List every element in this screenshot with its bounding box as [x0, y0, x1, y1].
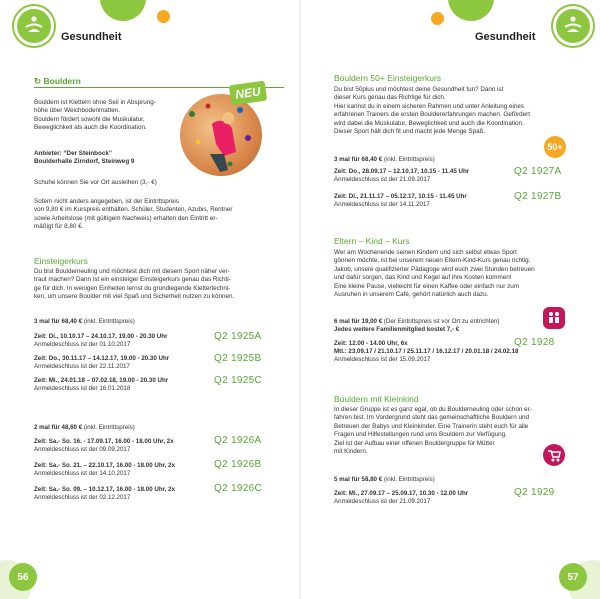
page-header-title: Gesundheit [475, 31, 536, 43]
ekk-line: Jakob, unsere qualifizierter Pädagoge wird euch zwei Stunden betreuen [334, 265, 535, 273]
provider-info [34, 150, 134, 167]
course-deadline: Anmeldeschluss ist der 21.09.2017 [334, 498, 431, 506]
price-line [34, 318, 135, 326]
b50-line: Dieser Sport hält dich fit und macht jede Menge Spaß. [334, 128, 486, 136]
ekk-extra: Jedes weitere Familienmitglied kostet 7,- € [334, 326, 460, 333]
course-time: Zeit: Mi., 24.01.18 – 07.02.18, 19.00 - 20.30 Uhr [34, 377, 169, 384]
stroller-icon [543, 444, 565, 466]
climbing-photo [180, 94, 262, 176]
health-logo-icon [14, 6, 54, 46]
price-line [34, 424, 135, 432]
course-block [334, 168, 469, 184]
price-line [334, 476, 435, 484]
price-amount: 6 mal für 19,00 € [334, 318, 383, 325]
bmk-line: In dieser Gruppe ist es ganz egal, ob du Boulderneuling oder schon er- [334, 406, 532, 413]
price-line [334, 156, 435, 164]
ekk-line: Wer am Wochenende seinen Kindern und sich selbst etwas Sport [334, 249, 517, 256]
price-suffix: (inkl. Eintrittspreis) [382, 476, 435, 483]
course-block [34, 486, 175, 502]
bouldern-title [34, 76, 81, 87]
provider-line: Boulderhalle Zirndorf, Steinweg 9 [34, 158, 135, 166]
course-code: Q2 1927A [514, 166, 562, 177]
b50-line: dieser Kurs genau das Richtige für dich. [334, 94, 446, 102]
intro-line: Bouldern ist Klettern ohne Seil in Absprung- [34, 99, 156, 106]
health-logo-icon [553, 6, 593, 46]
entry-line: mäßigt für 8,80 €. [34, 223, 84, 231]
bmk-line: Fragen und Hilfestellungen rund ums Bouldern zur Verfügung. [334, 431, 507, 439]
climber-illustration [180, 94, 262, 176]
einsteiger-text [34, 268, 266, 302]
course-deadline: Anmeldeschluss ist der 22.11.2017 [34, 363, 130, 371]
entry-line: Sofern nicht anders angegeben, ist der Eintrittspreis [34, 198, 179, 205]
course-deadline: Anmeldeschluss ist der 01.10.2017 [34, 341, 131, 349]
deco-circle [448, 0, 494, 21]
deco-dot [431, 12, 444, 25]
fifty-plus-label: 50+ [547, 142, 563, 152]
einsteiger-title: Einsteigerkurs [34, 256, 88, 266]
entry-line: von 9,80 € im Kurspreis enthalten. Schüler, Studenten, Azubis, Rentner [34, 206, 233, 214]
course-code: Q2 1929 [514, 487, 555, 498]
course-time: Zeit: Di., 21.11.17 – 05.12.17, 10.15 - 11.45 Uhr [334, 193, 467, 200]
course-code: Q2 1926B [214, 459, 262, 470]
course-deadline: Anmeldeschluss ist der 02.12.2017 [34, 494, 131, 502]
course-deadline: Anmeldeschluss ist der 21.09.2017 [334, 176, 431, 184]
price-suffix: (inkl. Eintrittspreis) [82, 318, 135, 325]
ekk-line: und dafür sorgen, das Kind und Kegel auf ihre Kosten kommen! [334, 274, 512, 282]
bmk-line: fahren bist. Im Vordergrund steht das gemeinschaftliche Bouldern und [334, 414, 529, 422]
einsteiger-line: ge für dich. In wenigen Einheiten lernst du grundlegende Klettertechni- [34, 284, 231, 292]
course-time: Zeit: Di., 10.10.17 – 24.10.17, 19.00 - 20.30 Uhr [34, 333, 168, 340]
course-block [34, 438, 174, 454]
page-number: 56 [9, 563, 37, 591]
family-icon [543, 307, 565, 329]
course-dates: Mtl.: 23.09.17 / 21.10.17 / 25.11.17 / 16.12.17 / 20.01.18 / 24.02.18 [334, 348, 519, 356]
entry-line: sowie Arbeitslose (mit gültigem Nachweis) erhalten den Eintritt er- [34, 214, 218, 222]
course-code: Q2 1925C [214, 375, 262, 386]
entry-info [34, 198, 266, 232]
course-code: Q2 1926C [214, 483, 262, 494]
course-code: Q2 1925B [214, 353, 262, 364]
intro-line: höhe über Weichbodenmatten. [34, 107, 121, 115]
bmk-line: Betreuen der Babys und Kleinkinder. Eine Trainerin steht euch für alle [334, 422, 529, 430]
bmk-text [334, 406, 566, 456]
price-amount: 3 mal für 68,40 € [34, 318, 83, 325]
course-code: Q2 1927B [514, 191, 562, 202]
course-code: Q2 1926A [214, 435, 262, 446]
course-block [334, 193, 467, 209]
ekk-line: gönnen möchte, ist bei unserem neuen Eltern-Kind-Kurs genau richtig. [334, 257, 531, 265]
bouldern-intro [34, 99, 184, 133]
right-page [300, 0, 600, 599]
bmk-line: mit Kindern. [334, 448, 368, 456]
neu-badge-label: NEU [234, 84, 262, 102]
einsteiger-line: ken, um unsere Boulder mit viel Spaß und Sicherheit nutzen zu können. [34, 293, 235, 301]
intro-line: Bouldern fördert sowohl die Muskulatur, [34, 115, 145, 123]
fifty-plus-badge [544, 136, 566, 158]
price-suffix: (Der Eintrittspreis ist vor Ort zu entrichten) [382, 318, 500, 325]
course-deadline: Anmeldeschluss ist der 14.10.2017 [34, 470, 131, 478]
intro-line: Beweglichkeit als auch die Koordination. [34, 124, 147, 132]
course-block [34, 462, 175, 478]
bmk-line: Ziel ist der Aufbau einer offenen Bouldergruppe für Mütter [334, 439, 495, 447]
price-amount: 2 mal für 48,60 € [34, 424, 83, 431]
price-line [334, 318, 499, 326]
price-suffix: (inkl. Eintrittspreis) [382, 156, 435, 163]
bouldern-title-text: Bouldern [43, 76, 81, 86]
page-header-title: Gesundheit [61, 31, 122, 43]
course-time: Zeit: Sa.- So. 21. – 22.10.17, 16.00 - 18.00 Uhr, 2x [34, 462, 176, 469]
b50-line: Du bist 50plus und möchtest deine Gesundheit tun? Dann ist [334, 86, 504, 93]
course-time: Zeit: 12.00 - 14.00 Uhr, 6x [334, 340, 408, 347]
einsteiger-line: Du bist Boulderneuling und möchtest dich mit diesem Sport näher ver- [34, 268, 230, 275]
price-amount: 3 mal für 68,40 € [334, 156, 383, 163]
course-deadline: Anmeldeschluss ist der 09.09.2017 [34, 446, 131, 454]
course-deadline: Anmeldeschluss ist der 16.01.2018 [34, 385, 131, 393]
provider-line: Anbieter: “Der Steinbock” [34, 150, 113, 157]
ekk-title: Eltern – Kind – Kurs [334, 236, 410, 246]
course-deadline: Anmeldeschluss ist der 15.09.2017 [334, 356, 431, 364]
course-time: Zeit: Do., 30.11.17 – 14.12.17, 19.00 - 20.30 Uhr [34, 355, 170, 362]
b50-text [334, 86, 566, 136]
b50-line: wird dabei die Muskulatur, Beweglichkeit und auch die Koordination. [334, 119, 524, 127]
course-block [334, 340, 518, 365]
neu-badge [229, 81, 267, 106]
course-block [34, 333, 167, 349]
course-time: Zeit: Do., 28.09.17 – 12.10.17, 10.15 - 11.45 Uhr [334, 168, 470, 175]
course-time: Zeit: Mi., 27.09.17 – 25.09.17, 10.30 - 12.00 Uhr [334, 490, 469, 497]
b50-line: erfahrenen Trainers die ersten Bouldererfahrungen machen. Gefördert [334, 111, 531, 119]
deco-dot [157, 10, 170, 23]
ekk-text [334, 249, 566, 299]
refresh-arrow-icon: ↻ [34, 76, 44, 86]
price-suffix: (inkl. Eintrittspreis) [82, 424, 135, 431]
course-time: Zeit: Sa.- So. 16. - 17.09.17, 16.00 - 18.00 Uhr, 2x [34, 438, 174, 445]
ekk-line: Eine kleine Pause, vielleicht für einen Kaffee oder einfach nur zum [334, 282, 520, 290]
course-block [34, 355, 169, 371]
einsteiger-line: traut machen? Dann ist ein einsteiger Einsteigerkurs genau das Richti- [34, 276, 231, 284]
course-block [334, 490, 468, 506]
course-deadline: Anmeldeschluss ist der 14.11.2017 [334, 201, 430, 209]
shoe-rental: Schuhe können Sie vor Ort ausleihen (3,- €) [34, 179, 157, 186]
course-block [34, 377, 168, 393]
b50-title: Bouldern 50+ Einsteigerkurs [334, 73, 442, 83]
price-amount: 5 mal für 58,80 € [334, 476, 383, 483]
deco-circle [100, 0, 146, 21]
ekk-line: Ausruhen in unserem Café, gehört natürlich auch dazu. [334, 291, 489, 299]
course-code: Q2 1925A [214, 331, 262, 342]
b50-line: Hier kannst du in einem sicheren Rahmen und unter Anleitung eines [334, 102, 525, 110]
course-time: Zeit: Sa.- So. 09. – 10.12.17, 16.00 - 18.00 Uhr, 2x [34, 486, 176, 493]
page-number: 57 [559, 563, 587, 591]
course-code: Q2 1928 [514, 337, 555, 348]
bmk-title: Bouldern mit Kleinkind [334, 394, 419, 404]
